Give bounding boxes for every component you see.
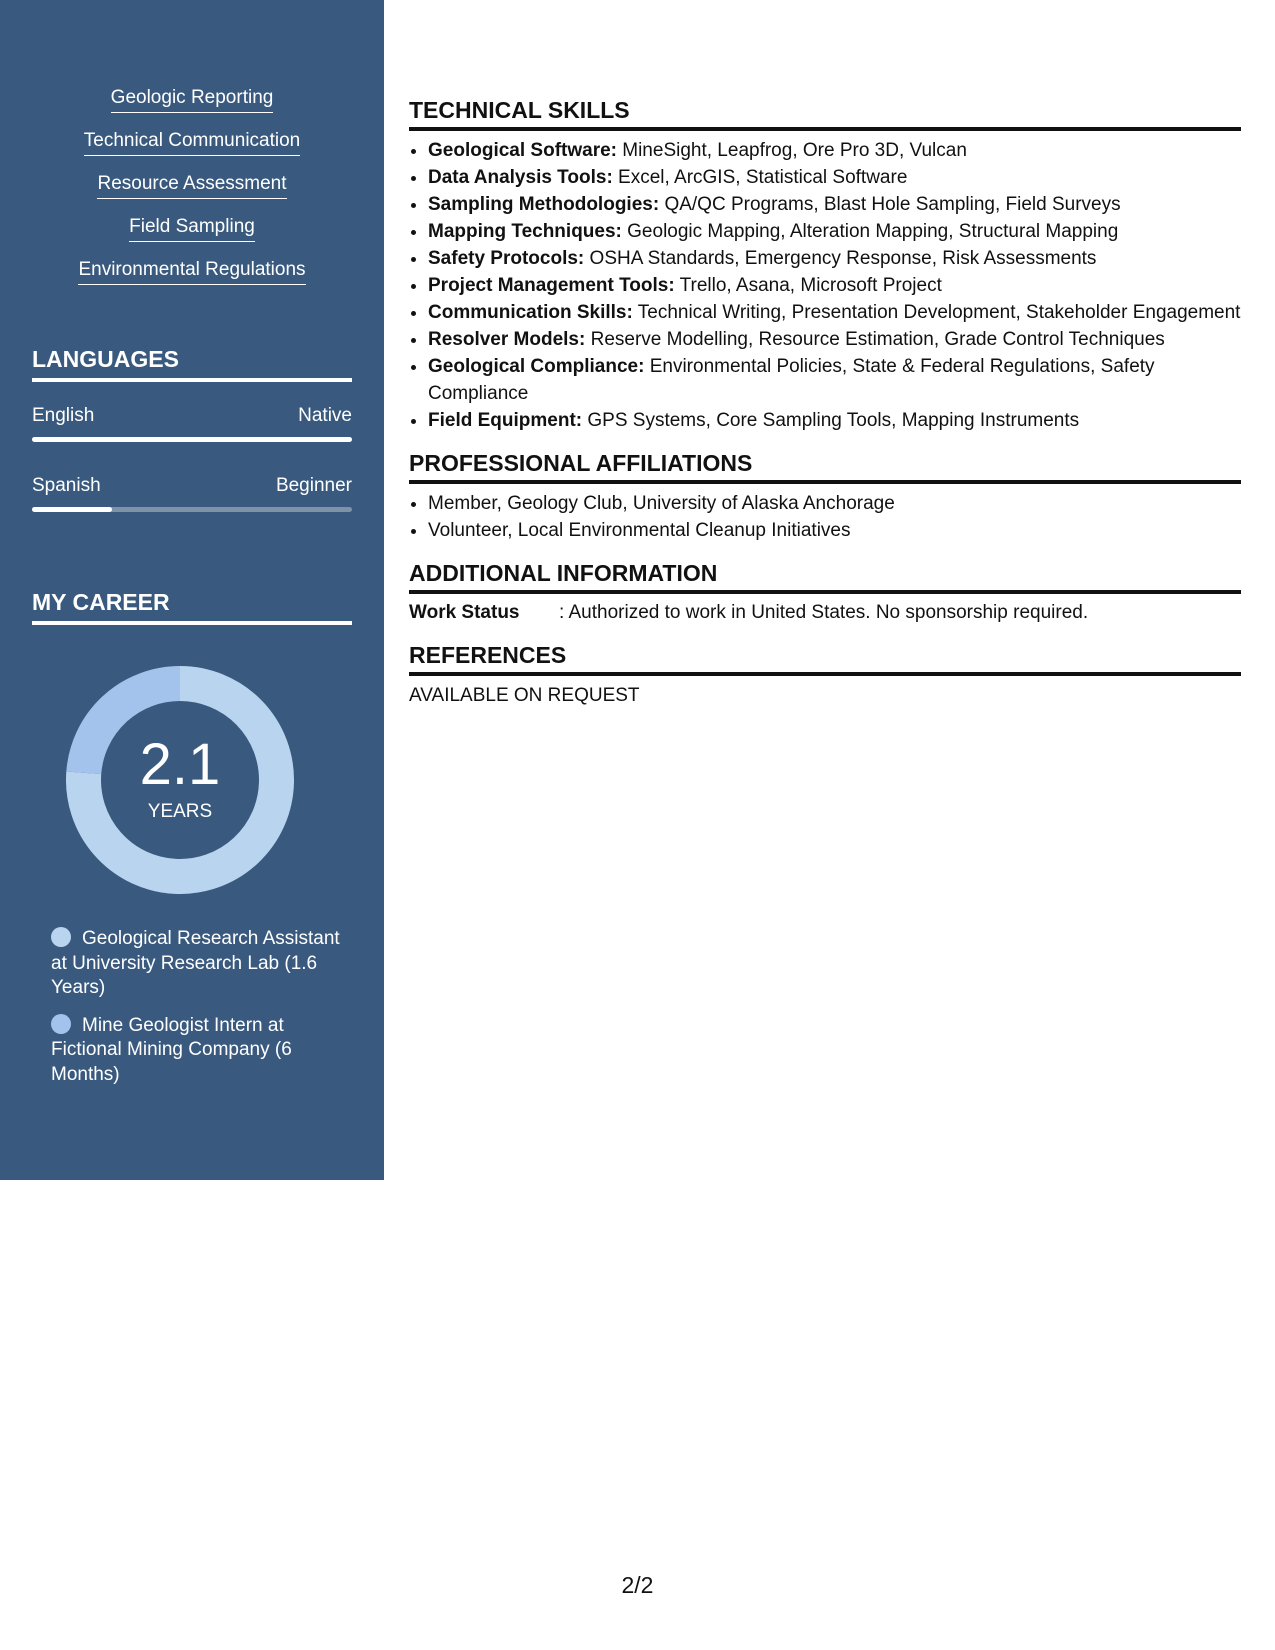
skill-list-item: • Project Management Tools: Trello, Asana, Microsoft Project	[428, 272, 1241, 299]
work-status-label: Work Status	[409, 602, 520, 623]
skill-list-item: • Geological Software: MineSight, Leapfrog, Ore Pro 3D, Vulcan	[428, 137, 1241, 164]
skill-item[interactable]	[0, 215, 384, 242]
skill-item[interactable]	[0, 172, 384, 199]
career-section	[32, 587, 352, 625]
skill-item[interactable]	[0, 86, 384, 113]
skill-list-item: • Geological Compliance: Environmental Policies, State & Federal Regulations, Safety Compliance	[428, 353, 1241, 407]
skill-list-item: • Communication Skills: Technical Writing, Presentation Development, Stakeholder Engagement	[428, 299, 1241, 326]
sidebar	[0, 0, 384, 1180]
skill-list-item: • Resolver Models: Reserve Modelling, Resource Estimation, Grade Control Techniques	[428, 326, 1241, 353]
career-item	[51, 1014, 341, 1088]
language-level: Native	[298, 405, 352, 426]
career-item-text: Mine Geologist Intern at Fictional Mining Company (6 Months)	[51, 1014, 292, 1085]
language-row-english	[32, 404, 352, 442]
career-heading: MY CAREER	[32, 587, 352, 625]
language-name: Spanish	[32, 475, 101, 496]
technical-skills-list	[409, 137, 1241, 434]
affiliations-section	[409, 448, 1241, 544]
skill-label[interactable]: Field Sampling	[129, 215, 255, 242]
references-text: AVAILABLE ON REQUEST	[409, 685, 640, 706]
additional-info-section	[409, 558, 1241, 626]
career-item-text: Geological Research Assistant at University Research Lab (1.6 Years)	[51, 928, 340, 998]
career-legend	[51, 927, 341, 1100]
references-heading: REFERENCES	[409, 640, 1241, 676]
skill-list-item: • Data Analysis Tools: Excel, ArcGIS, Statistical Software	[428, 164, 1241, 191]
work-status-row	[409, 599, 1241, 626]
language-name: English	[32, 405, 95, 426]
career-item	[51, 927, 341, 1001]
affiliation-item: • Volunteer, Local Environmental Cleanup Initiatives	[428, 517, 1241, 544]
skill-label[interactable]: Geologic Reporting	[111, 86, 274, 113]
additional-info-heading: ADDITIONAL INFORMATION	[409, 558, 1241, 594]
page-number: 2/2	[621, 1572, 654, 1598]
legend-dot-icon	[51, 1014, 71, 1034]
language-progress-fill	[32, 437, 352, 442]
technical-skills-heading: TECHNICAL SKILLS	[409, 95, 1241, 131]
skill-item[interactable]	[0, 258, 384, 285]
language-row-spanish	[32, 474, 352, 512]
work-status-value: : Authorized to work in United States. No sponsorship required.	[559, 602, 1089, 623]
skill-list-item: • Field Equipment: GPS Systems, Core Sampling Tools, Mapping Instruments	[428, 407, 1241, 434]
languages-section	[32, 344, 352, 382]
career-total-unit: YEARS	[147, 801, 213, 822]
skill-label[interactable]: Resource Assessment	[97, 172, 286, 199]
affiliations-heading: PROFESSIONAL AFFILIATIONS	[409, 448, 1241, 484]
skill-list-item: • Mapping Techniques: Geologic Mapping, Alteration Mapping, Structural Mapping	[428, 218, 1241, 245]
references-section	[409, 640, 1241, 709]
languages-heading: LANGUAGES	[32, 344, 352, 382]
career-total-years: 2.1	[139, 732, 221, 797]
legend-dot-icon	[51, 927, 71, 947]
language-progress-bar	[32, 437, 352, 442]
affiliation-item: • Member, Geology Club, University of Alaska Anchorage	[428, 490, 1241, 517]
skill-label[interactable]: Environmental Regulations	[78, 258, 305, 285]
skill-list-item: • Safety Protocols: OSHA Standards, Emergency Response, Risk Assessments	[428, 245, 1241, 272]
main-content	[409, 95, 1241, 709]
skill-label[interactable]: Technical Communication	[84, 129, 301, 156]
technical-skills-section	[409, 95, 1241, 434]
language-level: Beginner	[275, 475, 352, 496]
skill-item[interactable]	[0, 129, 384, 156]
language-progress-fill	[32, 507, 112, 512]
skill-list-item: • Sampling Methodologies: QA/QC Programs, Blast Hole Sampling, Field Surveys	[428, 191, 1241, 218]
affiliations-list	[409, 490, 1241, 544]
language-progress-bar	[32, 507, 352, 512]
skills-list	[0, 86, 384, 301]
